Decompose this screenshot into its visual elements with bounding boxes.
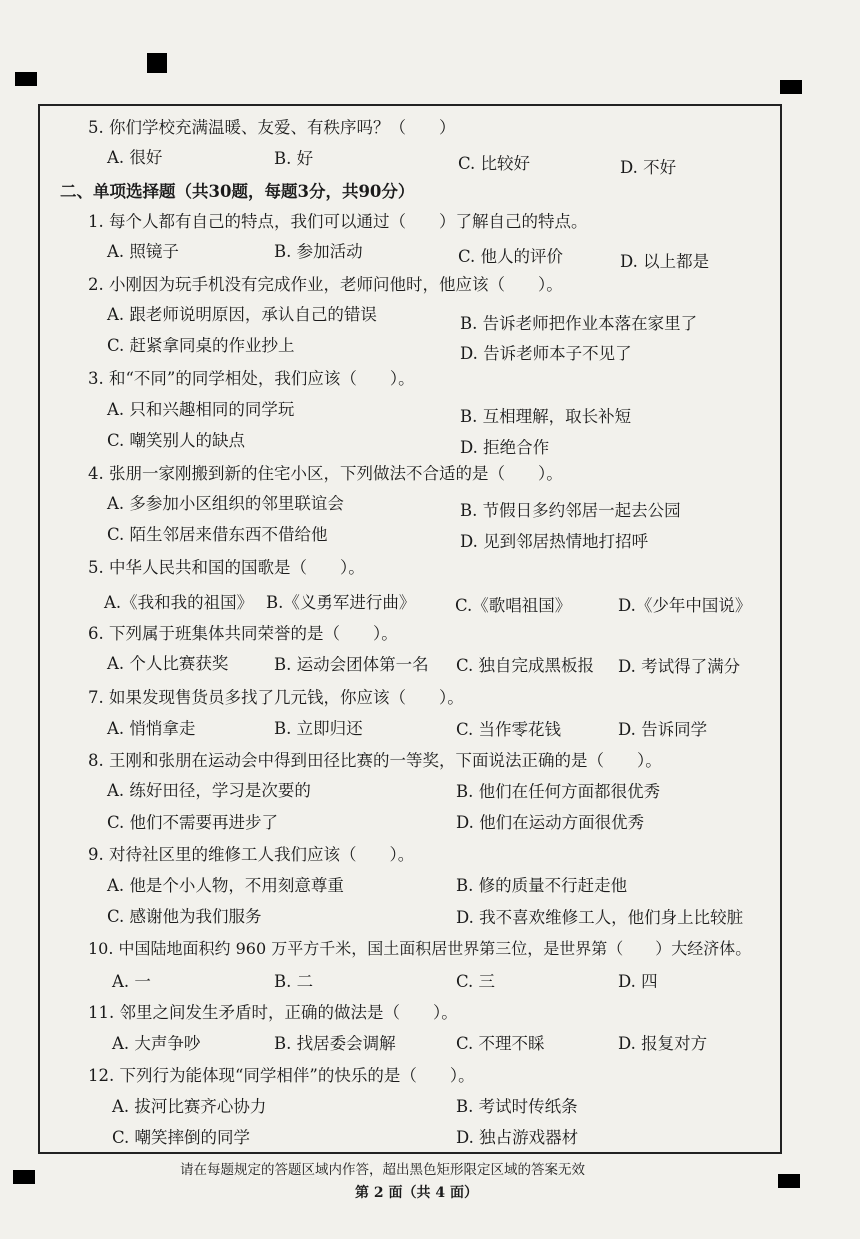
option-d: D. 我不喜欢维修工人，他们身上比较脏 xyxy=(456,908,744,927)
page-number: 第 2 面（共 4 面） xyxy=(355,1185,478,1201)
option-c: C. 比较好 xyxy=(458,154,531,173)
option-a: A. 跟老师说明原因，承认自己的错误 xyxy=(107,305,377,324)
option-b: B. 修的质量不行赶走他 xyxy=(456,876,628,895)
option-c: C. 赶紧拿同桌的作业抄上 xyxy=(107,336,295,355)
option-a: A. 练好田径，学习是次要的 xyxy=(107,781,311,800)
registration-mark xyxy=(780,80,802,94)
option-a: A. 大声争吵 xyxy=(112,1034,201,1053)
option-d: D. 报复对方 xyxy=(618,1034,708,1053)
option-c: C.《歌唱祖国》 xyxy=(455,596,572,615)
option-b: B. 立即归还 xyxy=(274,719,363,738)
option-c: C. 嘲笑摔倒的同学 xyxy=(112,1128,251,1147)
option-c: C. 三 xyxy=(456,972,496,991)
option-b: B. 好 xyxy=(274,149,314,168)
option-c: C. 不理不睬 xyxy=(456,1034,545,1053)
option-a: A. 很好 xyxy=(107,148,163,167)
question-text: 1. 每个人都有自己的特点，我们可以通过（ ）了解自己的特点。 xyxy=(88,212,588,231)
question-text: 8. 王刚和张朋在运动会中得到田径比赛的一等奖，下面说法正确的是（ ）。 xyxy=(88,751,662,770)
option-c: C. 感谢他为我们服务 xyxy=(107,907,262,926)
question-text: 2. 小刚因为玩手机没有完成作业，老师问他时，他应该（ ）。 xyxy=(88,275,563,294)
option-b: B. 找居委会调解 xyxy=(274,1034,396,1053)
option-b: B. 二 xyxy=(274,972,314,991)
option-d: D. 他们在运动方面很优秀 xyxy=(456,813,645,832)
question-text: 4. 张朋一家刚搬到新的住宅小区，下列做法不合适的是（ ）。 xyxy=(88,464,563,483)
option-a: A. 拔河比赛齐心协力 xyxy=(112,1097,267,1116)
option-c: C. 陌生邻居来借东西不借给他 xyxy=(107,525,328,544)
registration-mark xyxy=(778,1174,800,1188)
option-d: D. 独占游戏器材 xyxy=(456,1128,579,1147)
question-text: 5. 中华人民共和国的国歌是（ ）。 xyxy=(88,558,365,577)
option-d: D. 考试得了满分 xyxy=(618,657,741,676)
option-b: B. 他们在任何方面都很优秀 xyxy=(456,782,661,801)
question-text: 3. 和“不同”的同学相处，我们应该（ ）。 xyxy=(88,369,415,388)
option-d: D. 告诉老师本子不见了 xyxy=(460,344,632,363)
option-d: D. 不好 xyxy=(620,158,677,177)
option-d: D.《少年中国说》 xyxy=(618,596,752,615)
option-b: B. 运动会团体第一名 xyxy=(274,655,429,674)
option-d: D. 以上都是 xyxy=(620,252,710,271)
option-c: C. 当作零花钱 xyxy=(456,720,562,739)
option-d: D. 见到邻居热情地打招呼 xyxy=(460,532,649,551)
option-b: B. 告诉老师把作业本落在家里了 xyxy=(460,314,698,333)
option-a: A. 个人比赛获奖 xyxy=(107,654,229,673)
option-d: D. 拒绝合作 xyxy=(460,438,550,457)
option-b: B. 考试时传纸条 xyxy=(456,1097,578,1116)
option-a: A. 一 xyxy=(112,972,151,991)
question-text: 12. 下列行为能体现“同学相伴”的快乐的是（ ）。 xyxy=(88,1066,475,1085)
registration-mark xyxy=(15,72,37,86)
option-a: A. 照镜子 xyxy=(107,242,179,261)
option-b: B. 参加活动 xyxy=(274,242,363,261)
option-a: A. 他是个小人物，不用刻意尊重 xyxy=(107,876,344,895)
option-c: C. 嘲笑别人的缺点 xyxy=(107,431,246,450)
option-a: A.《我和我的祖国》 xyxy=(104,593,254,612)
section-heading: 二、单项选择题（共30题，每题3分，共90分） xyxy=(60,182,415,201)
registration-mark xyxy=(147,53,167,73)
question-text: 9. 对待社区里的维修工人我们应该（ ）。 xyxy=(88,845,415,864)
option-a: A. 悄悄拿走 xyxy=(107,719,196,738)
option-c: C. 独自完成黑板报 xyxy=(456,656,595,675)
option-c: C. 他人的评价 xyxy=(458,247,564,266)
option-a: A. 只和兴趣相同的同学玩 xyxy=(107,400,295,419)
option-d: D. 告诉同学 xyxy=(618,720,708,739)
option-c: C. 他们不需要再进步了 xyxy=(107,813,279,832)
question-text: 11. 邻里之间发生矛盾时，正确的做法是（ ）。 xyxy=(88,1003,458,1022)
question-text: 10. 中国陆地面积约 960 万平方千米，国土面积居世界第三位，是世界第（ ）大经济体。 xyxy=(88,939,752,958)
option-a: A. 多参加小区组织的邻里联谊会 xyxy=(107,494,344,513)
question-text: 7. 如果发现售货员多找了几元钱，你应该（ ）。 xyxy=(88,688,464,707)
option-d: D. 四 xyxy=(618,972,658,991)
option-b: B. 互相理解，取长补短 xyxy=(460,407,632,426)
question-text: 5. 你们学校充满温暖、友爱、有秩序吗？（ ） xyxy=(88,118,456,137)
option-b: B. 节假日多约邻居一起去公园 xyxy=(460,501,681,520)
registration-mark xyxy=(13,1170,35,1184)
question-text: 6. 下列属于班集体共同荣誉的是（ ）。 xyxy=(88,624,398,643)
footer-notice: 请在每题规定的答题区域内作答，超出黑色矩形限定区域的答案无效 xyxy=(180,1162,585,1178)
option-b: B.《义勇军进行曲》 xyxy=(266,593,416,612)
